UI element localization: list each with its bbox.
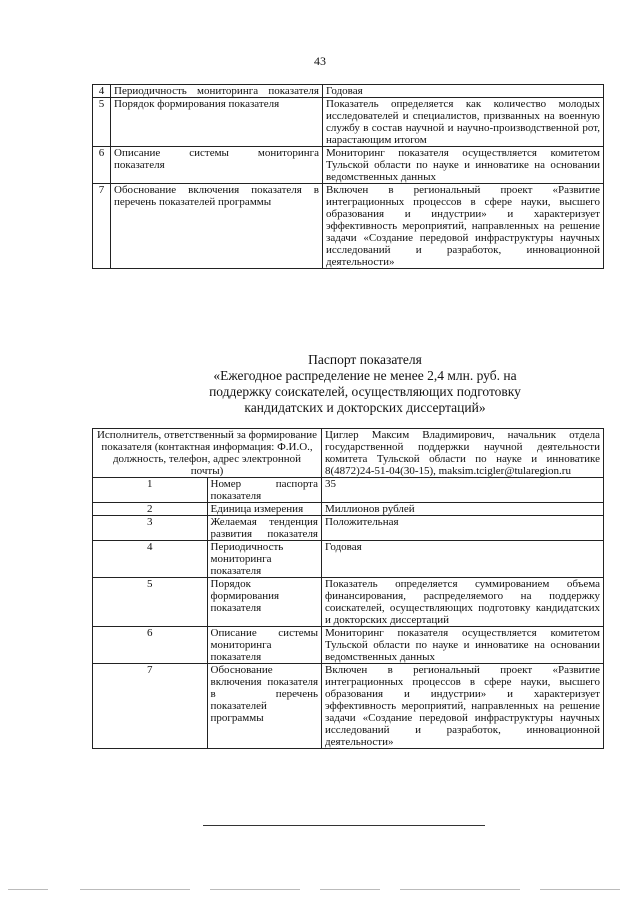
table-row	[93, 85, 604, 98]
executor-value: Циглер Максим Владимирович, начальник отдела государственной поддержки научной деятельности комитета Тульской области по науке и инноватике 8(4872)24-51-04(30-15), maksim.tcigler@tularegion.ru	[322, 429, 604, 478]
row-value: Включен в региональный проект «Развитие интеграционных процессов в сфере науки, высшего образования и индустрии» и характеризует эффективность мероприятий, направленных на решение задачи «Создание передовой инфраструктуры научных исследований и разработок, инновационной деятельности»	[323, 184, 604, 269]
table-row	[93, 541, 604, 578]
table-row	[93, 184, 604, 269]
row-number: 7	[93, 664, 208, 749]
executor-label: Исполнитель, ответственный за формирование показателя (контактная информация: Ф.И.О., должность, телефон, адрес электронной почты)	[93, 429, 322, 478]
row-label: Описание системы мониторинга показателя	[111, 147, 323, 184]
row-value: Годовая	[323, 85, 604, 98]
row-number: 1	[93, 478, 208, 503]
table-row	[93, 664, 604, 749]
scan-artifact	[210, 889, 300, 890]
indicator-table-top	[92, 84, 604, 269]
row-label: Периодичность мониторинга показателя	[207, 541, 322, 578]
row-label: Желаемая тенденция развития показателя	[207, 516, 322, 541]
scan-artifact	[80, 889, 190, 890]
row-value: Положительная	[322, 516, 604, 541]
table-row	[93, 503, 604, 516]
row-value: 35	[322, 478, 604, 503]
scan-artifact	[320, 889, 380, 890]
scan-artifact	[400, 889, 520, 890]
row-label: Описание системы мониторинга показателя	[207, 627, 322, 664]
row-value: Мониторинг показателя осуществляется комитетом Тульской области по науке и инноватике на основании ведомственных данных	[323, 147, 604, 184]
row-label: Порядок формирования показателя	[111, 98, 323, 147]
table-row	[93, 478, 604, 503]
indicator-passport-table	[92, 428, 604, 749]
row-number: 7	[93, 184, 111, 269]
table-header-row	[93, 429, 604, 478]
row-label: Порядок формирования показателя	[207, 578, 322, 627]
table-row	[93, 98, 604, 147]
row-number: 4	[93, 85, 111, 98]
row-label: Единица измерения	[207, 503, 322, 516]
row-number: 6	[93, 147, 111, 184]
row-label: Номер паспорта показателя	[207, 478, 322, 503]
row-number: 4	[93, 541, 208, 578]
row-label: Периодичность мониторинга показателя	[111, 85, 323, 98]
passport-subtitle: «Ежегодное распределение не менее 2,4 млн. руб. на поддержку соискателей, осуществляющих подготовку кандидатских и докторских диссертаций»	[209, 368, 521, 415]
closing-rule	[203, 825, 485, 826]
table-row	[93, 578, 604, 627]
row-number: 5	[93, 578, 208, 627]
row-label: Обоснование включения показателя в перечень показателей программы	[111, 184, 323, 269]
row-value: Показатель определяется суммированием объема финансирования, распределяемого на поддержку соискателей, осуществляющих подготовку кандидатских и докторских диссертаций	[322, 578, 604, 627]
scan-artifact	[8, 889, 48, 890]
row-value: Мониторинг показателя осуществляется комитетом Тульской области по науке и инноватике на основании ведомственных данных	[322, 627, 604, 664]
table-row	[93, 627, 604, 664]
row-label: Обоснование включения показателя в перечень показателей программы	[207, 664, 322, 749]
row-value: Включен в региональный проект «Развитие интеграционных процессов в сфере науки, высшего образования и индустрии» и характеризует эффективность мероприятий, направленных на решение задачи «Создание передовой инфраструктуры научных исследований и разработок, инновационной деятельности»	[322, 664, 604, 749]
row-value: Годовая	[322, 541, 604, 578]
row-number: 2	[93, 503, 208, 516]
passport-title: Паспорт показателя	[308, 352, 422, 367]
row-value: Показатель определяется как количество молодых исследователей и специалистов, призванных на военную службу в состав научной и научно-производственной рот, нарастающим итогом	[323, 98, 604, 147]
page-number: 43	[314, 54, 326, 68]
table-row	[93, 147, 604, 184]
passport-heading	[200, 352, 530, 416]
row-number: 3	[93, 516, 208, 541]
row-number: 6	[93, 627, 208, 664]
scan-artifact	[540, 889, 620, 890]
row-value: Миллионов рублей	[322, 503, 604, 516]
table-row	[93, 516, 604, 541]
row-number: 5	[93, 98, 111, 147]
